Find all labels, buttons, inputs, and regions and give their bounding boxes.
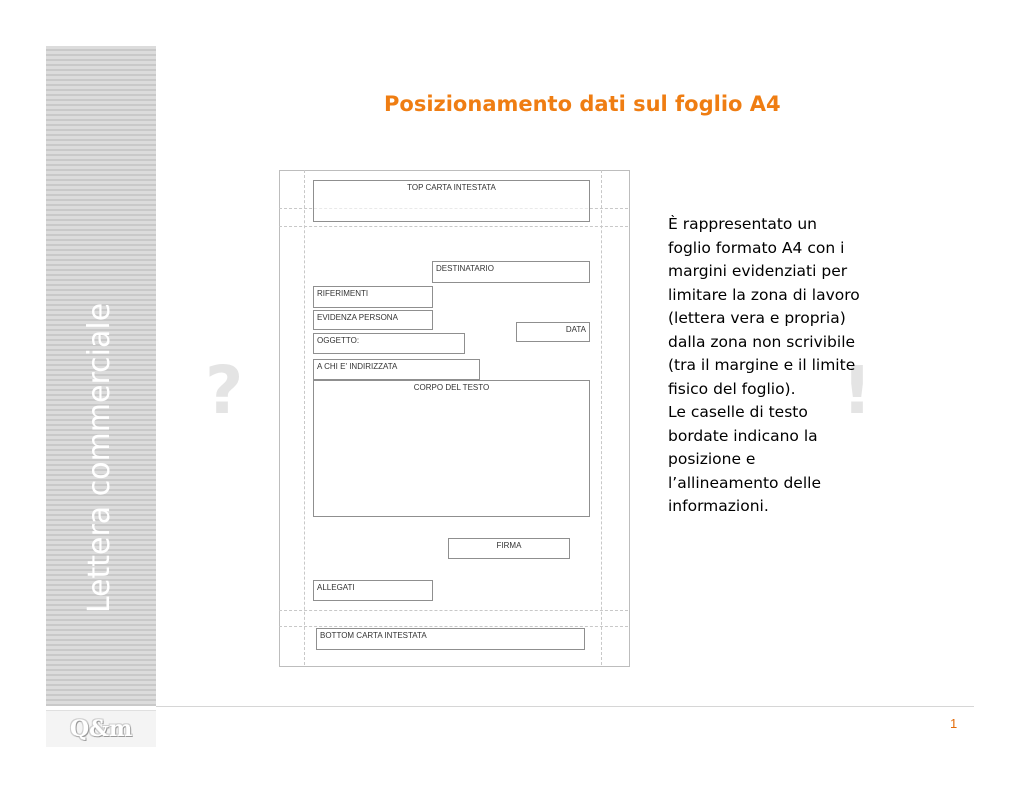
logo: Q&m xyxy=(70,716,133,742)
margin-footer-line xyxy=(279,610,628,611)
corpo-testo-box: CORPO DEL TESTO xyxy=(313,380,590,517)
firma-box: FIRMA xyxy=(448,538,570,559)
description-line: informazioni. xyxy=(668,497,769,515)
margin-right-line xyxy=(601,170,602,665)
margin-header-line xyxy=(279,226,628,227)
description-line: fisico del foglio). xyxy=(668,379,796,398)
evidenza-persona-box: EVIDENZA PERSONA xyxy=(313,310,433,330)
data-box: DATA xyxy=(516,322,590,342)
bottom-footer-box: BOTTOM CARTA INTESTATA xyxy=(316,628,585,650)
description-line: dalla zona non scrivibile xyxy=(668,332,856,351)
watermark-exclamation-icon: ! xyxy=(842,352,873,429)
oggetto-box: OGGETTO: xyxy=(313,333,465,354)
description-line: (tra il margine e il limite xyxy=(668,356,856,374)
sidebar-title: Lettera commerciale xyxy=(82,302,117,614)
page-number: 1 xyxy=(950,716,958,731)
description-line: (lettera vera e propria) xyxy=(668,309,846,327)
slide-title: Posizionamento dati sul foglio A4 xyxy=(384,92,781,116)
margin-left-line xyxy=(304,170,305,665)
description-line: bordate indicano la xyxy=(668,426,818,445)
riferimenti-box: RIFERIMENTI xyxy=(313,286,433,308)
footer-divider xyxy=(156,706,974,707)
margin-bottom-line xyxy=(279,626,628,627)
watermark-question-icon: ? xyxy=(205,352,244,429)
description-text xyxy=(668,213,948,519)
description-line: Le caselle di testo xyxy=(668,403,808,421)
a-chi-box: A CHI E' INDIRIZZATA xyxy=(313,359,480,380)
description-line: margini evidenziati per xyxy=(668,262,848,280)
description-line: foglio formato A4 con i xyxy=(668,238,845,257)
description-line: posizione e xyxy=(668,450,756,468)
description-line: limitare la zona di lavoro xyxy=(668,285,860,304)
top-header-box: TOP CARTA INTESTATA xyxy=(313,180,590,222)
allegati-box: ALLEGATI xyxy=(313,580,433,601)
description-line: l’allineamento delle xyxy=(668,473,821,492)
destinatario-box: DESTINATARIO xyxy=(432,261,590,283)
description-line: È rappresentato un xyxy=(668,215,817,233)
